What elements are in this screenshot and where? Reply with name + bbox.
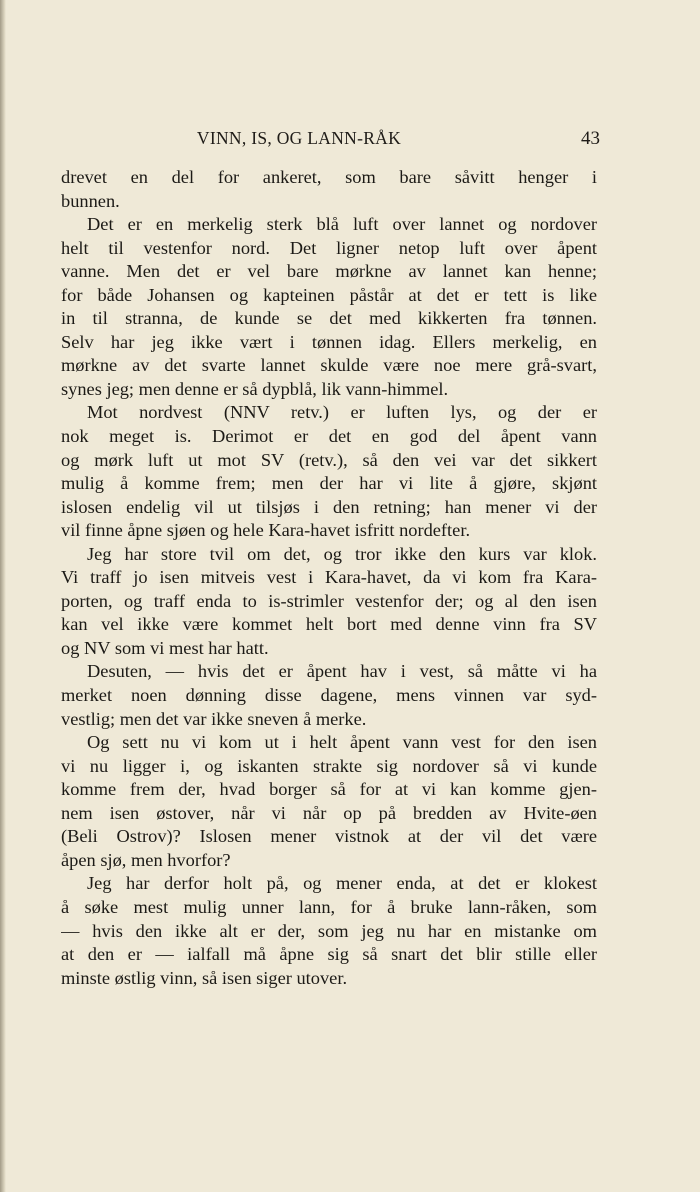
text-line: Selv har jeg ikke vært i tønnen idag. Ellers merkelig, en [61, 331, 597, 352]
text-line: bunnen. [61, 190, 120, 211]
text-line: vanne. Men det er vel bare mørkne av lannet kan henne; [61, 261, 597, 282]
text-line: at den er — ialfall må åpne sig så snart det blir stille eller [61, 944, 597, 965]
text-line: Desuten, — hvis det er åpent hav i vest, så måtte vi ha [87, 661, 597, 682]
text-line: (Beli Ostrov)? Islosen mener vistnok at der vil det være [61, 826, 597, 847]
text-line: Mot nordvest (NNV retv.) er luften lys, og der er [87, 402, 597, 423]
page-binding-edge [0, 0, 6, 1192]
text-line: helt til vestenfor nord. Det ligner netop luft over åpent [61, 237, 597, 258]
page-number: 43 [581, 128, 600, 149]
text-line: å søke mest mulig unner lann, for å bruke lann-råken, som [61, 896, 597, 917]
text-line: komme frem der, hvad borger så for at vi kan komme gjen- [61, 779, 597, 800]
running-title: VINN, IS, OG LANN-RÅK [196, 128, 402, 148]
text-line: og mørk luft ut mot SV (retv.), så den vei var det sikkert [61, 449, 597, 470]
text-line: vil finne åpne sjøen og hele Kara-havet isfritt nordefter. [61, 520, 471, 541]
text-line: mørkne av det svarte lannet skulde være noe mere grå-svart, [61, 355, 597, 376]
text-line: nok meget is. Derimot er det en god del åpent vann [61, 426, 597, 447]
text-line: synes jeg; men denne er så dypblå, lik vann-himmel. [61, 378, 449, 399]
text-line: islosen endelig vil ut tilsjøs i den retning; han mener vi der [61, 496, 597, 517]
text-line: for både Johansen og kapteinen påstår at det er tett is like [61, 284, 597, 305]
body-text [61, 166, 597, 990]
text-line: mulig å komme frem; men der har vi lite å gjøre, skjønt [61, 473, 597, 494]
text-line: in til stranna, de kunde se det med kikkerten fra tønnen. [61, 308, 597, 329]
text-line: åpen sjø, men hvorfor? [61, 849, 231, 870]
text-line: — hvis den ikke alt er der, som jeg nu har en mistanke om [61, 920, 597, 941]
text-line: minste østlig vinn, så isen siger utover. [61, 967, 348, 988]
text-line: Det er en merkelig sterk blå luft over lannet og nordover [87, 214, 597, 235]
text-line: vi nu ligger i, og iskanten strakte sig nordover så vi kunde [61, 755, 597, 776]
text-line: vestlig; men det var ikke sneven å merke. [61, 708, 367, 729]
text-line: kan vel ikke være kommet helt bort med denne vinn fra SV [61, 614, 597, 635]
text-line: nem isen østover, når vi når op på bredden av Hvite-øen [61, 802, 597, 823]
text-line: Og sett nu vi kom ut i helt åpent vann vest for den isen [87, 732, 597, 753]
running-head [60, 128, 600, 152]
text-line: Jeg har store tvil om det, og tror ikke den kurs var klok. [87, 543, 597, 564]
text-line: drevet en del for ankeret, som bare såvitt henger i [61, 167, 597, 187]
text-line: Vi traff jo isen mitveis vest i Kara-havet, da vi kom fra Kara- [61, 567, 597, 588]
text-line: Jeg har derfor holt på, og mener enda, at det er klokest [87, 873, 597, 894]
text-line: og NV som vi mest har hatt. [61, 637, 269, 658]
text-line: porten, og traff enda to is-strimler vestenfor der; og al den isen [61, 590, 597, 611]
text-line: merket noen dønning disse dagene, mens vinnen var syd- [61, 685, 597, 706]
